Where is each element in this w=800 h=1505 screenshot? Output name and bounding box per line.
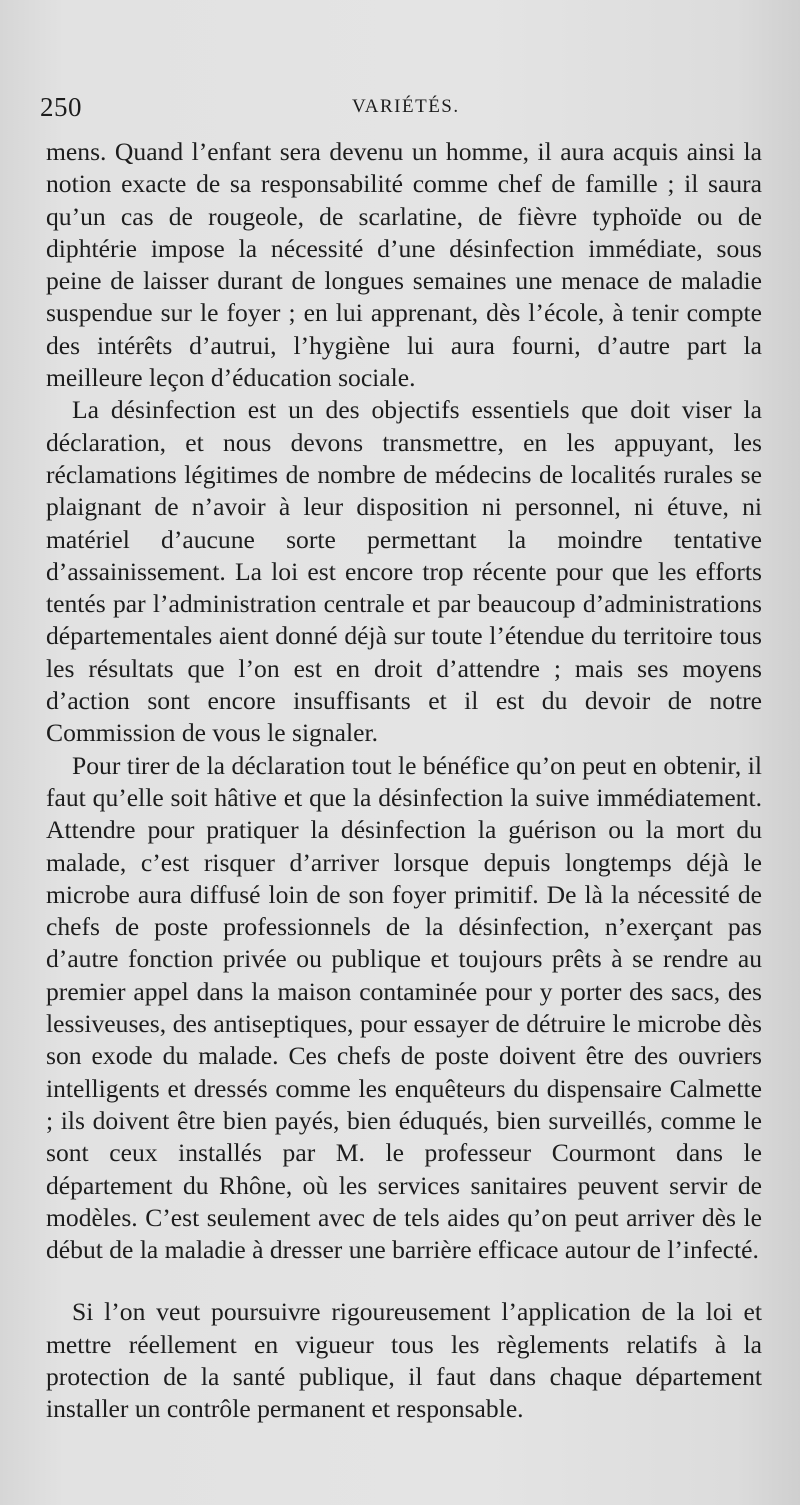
running-head: VARIÉTÉS.: [352, 96, 460, 117]
paragraph-declaration: Pour tirer de la déclaration tout le bénéfice qu’on peut en obtenir, il faut qu’elle soit hâtive et que la désinfection la suive immédiatement. Attendre pour pratiquer la désinfection la guérison ou la mort du malade, c’est risquer d’arriver lorsque depuis longtemps déjà le microbe aura diffusé loin de son foyer primitif. De là la nécessité de chefs de poste professionnels de la désinfection, n’exerçant pas d’autre fonction privée ou publique et toujours prêts à se rendre au premier appel dans la maison contaminée pour y porter des sacs, des lessiveuses, des antiseptiques, pour essayer de détruire le microbe dès son exode du malade. Ces chefs de poste doivent être des ouvriers intelligents et dressés comme les enquêteurs du dispensaire Calmette ; ils doivent être bien payés, bien éduqués, bien surveillés, comme le sont ceux installés par M. le professeur Courmont dans le département du Rhône, où les services sanitaires peuvent servir de modèles. C’est seulement avec de tels aides qu’on peut arriver dès le début de la maladie à dresser une barrière efficace autour de l’infecté.: [46, 750, 762, 1265]
paragraph-continuation: mens. Quand l’enfant sera devenu un homme, il aura acquis ainsi la notion exacte de sa responsabilité comme chef de famille ; il saura qu’un cas de rougeole, de scarlatine, de fièvre typhoïde ou de diphtérie impose la nécessité d’une désinfection immédiate, sous peine de laisser durant de longues semaines une menace de maladie suspendue sur le foyer ; en lui apprenant, dès l’école, à tenir compte des intérêts d’autrui, l’hygiène lui aura fourni, d’autre part la meilleure leçon d’éducation sociale.: [46, 137, 762, 393]
body-text: [46, 136, 762, 1426]
page-header: [40, 92, 760, 128]
paragraph-control: Si l’on veut poursuivre rigoureusement l’application de la loi et mettre réellement en vigueur tous les règlements relatifs à la protection de la santé publique, il faut dans chaque département installer un contrôle permanent et responsable.: [46, 1297, 762, 1424]
paragraph-disinfection: La désinfection est un des objectifs essentiels que doit viser la déclaration, et nous devons transmettre, en les appuyant, les réclamations légitimes de nombre de médecins de localités rurales se plaignant de n’avoir à leur disposition ni personnel, ni étuve, ni matériel d’aucune sorte permettant la moindre tentative d’assainissement. La loi est encore trop récente pour que les efforts tentés par l’administration centrale et par beaucoup d’administrations départementales aient donné déjà sur toute l’étendue du territoire tous les résultats que l’on est en droit d’attendre ; mais ses moyens d’action sont encore insuffisants et il est du devoir de notre Commission de vous le signaler.: [46, 395, 762, 748]
page-number: 250: [40, 92, 82, 122]
